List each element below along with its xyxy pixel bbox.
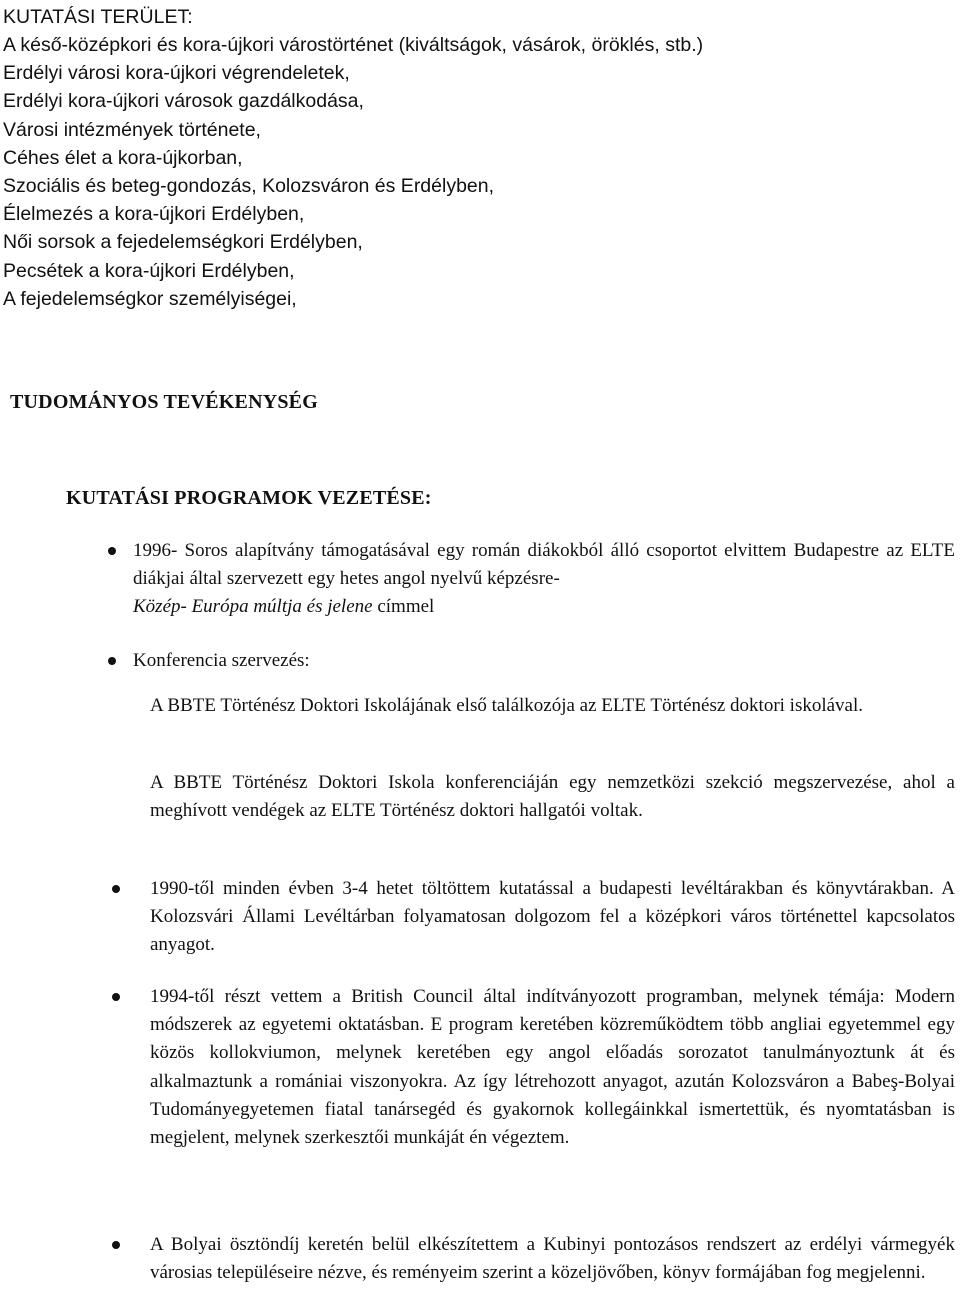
program-item-1-suffix: címmel (372, 596, 435, 618)
research-topic: Szociális és beteg-gondozás, Kolozsváron és Erdélyben, (3, 175, 495, 198)
bullet-icon (108, 657, 116, 665)
program-item-1 (133, 537, 955, 622)
research-area (3, 3, 953, 313)
research-topic-list (3, 31, 953, 313)
research-topic: Erdélyi kora-újkori városok gazdálkodása, (3, 90, 364, 113)
research-topic: Női sorsok a fejedelemségkori Erdélyben, (3, 231, 363, 254)
research-topic: Erdélyi városi kora-újkori végrendeletek, (3, 62, 350, 85)
section-title: TUDOMÁNYOS TEVÉKENYSÉG (10, 391, 318, 413)
bullet-icon (112, 993, 120, 1001)
program-item-5: A Bolyai ösztöndíj keretén belül elkészítettem a Kubinyi pontozásos rendszert az erdélyi vármegyék városias településeire nézve, és reményeim szerint a közeljövőben, könyv formájában fog megjelenni. (150, 1234, 955, 1284)
bullet-icon (112, 885, 120, 893)
research-topic: Pecsétek a kora-újkori Erdélyben, (3, 259, 295, 282)
bullet-icon (112, 1241, 120, 1249)
research-topic: A késő-középkori és kora-újkori várostörténet (kiváltságok, vásárok, öröklés, stb.) (3, 34, 704, 56)
research-topic: Céhes élet a kora-újkorban, (3, 146, 243, 169)
program-item-2-label: Konferencia szervezés: (133, 650, 310, 671)
program-item-4: 1994-től részt vettem a British Council által indítványozott programban, melynek témája: Modern módszerek az egyetemi oktatásban. E program keretében közreműködtem több angliai egyetemmel egy közös kollokviumon, melynek keretében egy angol előadás sorozatot tanulmányoztunk át és alkalmaztunk a romániai viszonyokra. Az így létrehozott anyagot, azután Kolozsváron a Babeş-Bolyai Tudományegyetemen fiatal tanársegéd és gyakornok kollegáinkkal ismertettük, és nyomtatásban is megjelent, melynek szerkesztői munkáját én végeztem. (150, 986, 955, 1149)
research-topic: A fejedelemségkor személyiségei, (3, 287, 297, 310)
research-area-heading: KUTATÁSI TERÜLET: (3, 6, 193, 28)
program-item-2-sub-2: A BBTE Történész Doktori Iskola konferenciáján egy nemzetközi szekció megszervezése, ahol a meghívott vendégek az ELTE Történész doktori hallgatói voltak. (150, 772, 955, 822)
program-item-1-italic-title: Közép- Európa múltja és jelene (133, 596, 373, 618)
subsection-title: KUTATÁSI PROGRAMOK VEZETÉSE: (66, 487, 432, 509)
research-topic: Élelmezés a kora-újkori Erdélyben, (3, 203, 305, 226)
program-item-3: 1990-től minden évben 3-4 hetet töltöttem kutatással a budapesti levéltárakban és könyvtárakban. A Kolozsvári Állami Levéltárban folyamatosan dolgozom fel a középkori város történettel kapcsolatos anyagot. (150, 878, 955, 956)
program-item-2-sub-1: A BBTE Történész Doktori Iskolájának első találkozója az ELTE Történész doktori iskolával. (150, 695, 864, 716)
research-topic: Városi intézmények története, (3, 118, 261, 141)
bullet-icon (108, 547, 116, 555)
program-item-1-text: 1996- Soros alapítvány támogatásával egy román diákokból álló csoportot elvittem Budapestre az ELTE diákjai által szervezett egy hetes angol nyelvű képzésre- (133, 540, 955, 590)
